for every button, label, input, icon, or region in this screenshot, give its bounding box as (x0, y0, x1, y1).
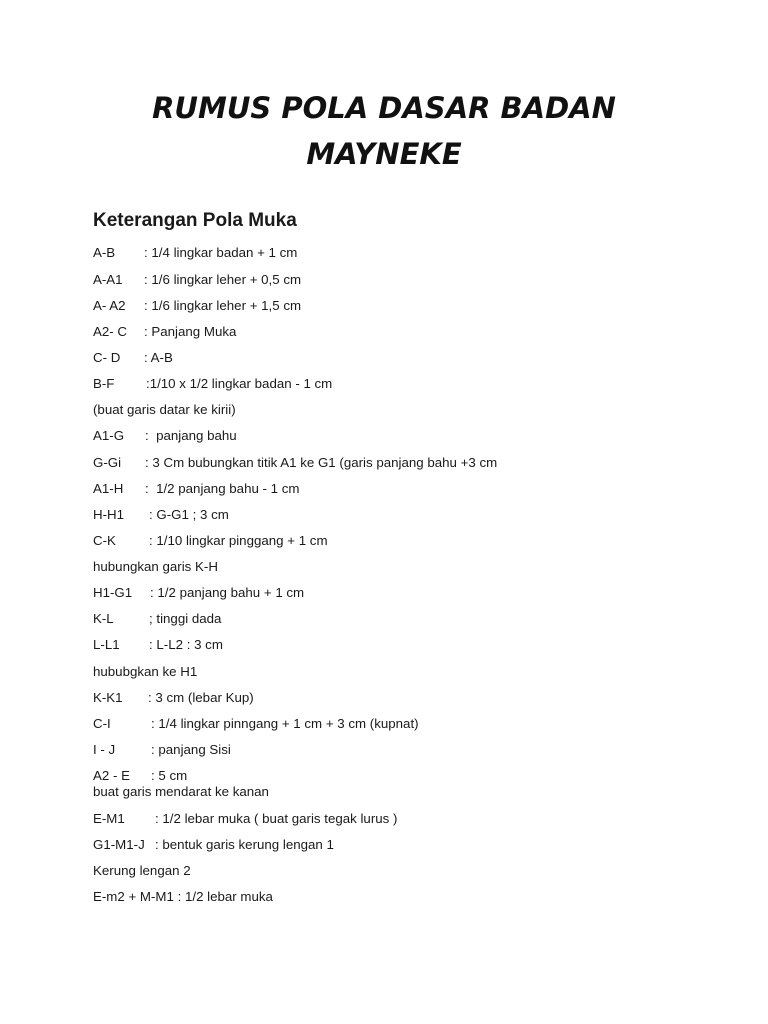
row-label: A-A1 (93, 272, 123, 287)
row-value: : 1/2 panjang bahu + 1 cm (150, 585, 305, 600)
row-label: H-H1 (93, 507, 125, 522)
formula-row-a2-e (93, 768, 188, 784)
formula-row-k-k1 (93, 690, 254, 706)
row-label: G-Gi (93, 455, 122, 470)
row-label: A1-H (93, 481, 124, 496)
row-label: A1-G (93, 428, 125, 443)
row-value: : Panjang Muka (144, 324, 237, 339)
formula-row-g1-m1-j (93, 837, 334, 853)
row-label: hububgkan ke H1 (93, 664, 198, 679)
row-label: hubungkan garis K-H (93, 559, 218, 574)
document-title-line-2: MAYNEKE (306, 137, 462, 171)
row-label: C- D (93, 350, 121, 365)
row-value: : A-B (144, 350, 173, 365)
row-label: C-I (93, 716, 111, 731)
formula-row-g-gi (93, 455, 498, 471)
row-label: A-B (93, 245, 116, 260)
row-value: : panjang bahu (145, 428, 237, 443)
row-label: L-L1 (93, 637, 120, 652)
row-label: buat garis mendarat ke kanan (93, 784, 269, 799)
note-row (93, 664, 197, 680)
row-value: : 1/6 lingkar leher + 1,5 cm (144, 298, 302, 313)
formula-row-i-j (93, 742, 231, 758)
row-value: : G-G1 ; 3 cm (149, 507, 229, 522)
row-label: B-F (93, 376, 115, 391)
row-label: E-M1 (93, 811, 125, 826)
row-value: : panjang Sisi (151, 742, 231, 757)
formula-row-h1-g1 (93, 585, 305, 601)
formula-row-l-l1 (93, 637, 223, 653)
row-value: : 3 cm (lebar Kup) (148, 690, 254, 705)
row-label: C-K (93, 533, 116, 548)
row-value: :1/10 x 1/2 lingkar badan - 1 cm (146, 376, 333, 391)
row-label: K-K1 (93, 690, 123, 705)
row-value: : 1/10 lingkar pinggang + 1 cm (149, 533, 328, 548)
formula-row-c-k (93, 533, 328, 549)
row-label: A2 - E (93, 768, 130, 783)
formula-row-e-m1 (93, 811, 398, 827)
formula-row-e-m2 (93, 889, 273, 905)
row-label: (buat garis datar ke kirii) (93, 402, 236, 417)
formula-row-a-a2 (93, 298, 302, 314)
formula-row-a-a1 (93, 272, 302, 288)
row-label: E-m2 + M-M1 : 1/2 lebar muka (93, 889, 273, 904)
note-row (93, 784, 269, 800)
formula-row-a1-h (93, 481, 300, 497)
row-value: : 5 cm (151, 768, 188, 783)
formula-row-a1-g (93, 428, 237, 444)
row-value: : 3 Cm bubungkan titik A1 ke G1 (garis panjang bahu +3 cm (145, 455, 498, 470)
row-label: A- A2 (93, 298, 126, 313)
row-value: : 1/2 panjang bahu - 1 cm (145, 481, 300, 496)
row-value: : 1/2 lebar muka ( buat garis tegak lurus ) (155, 811, 398, 826)
row-value: ; tinggi dada (149, 611, 222, 626)
row-label: K-L (93, 611, 114, 626)
formula-row-a-b (93, 245, 298, 261)
section-heading: Keterangan Pola Muka (93, 210, 297, 231)
formula-row-a2-c (93, 324, 237, 340)
formula-row-b-f (93, 376, 333, 392)
formula-row-k-l (93, 611, 222, 627)
note-row (93, 559, 218, 575)
row-label: I - J (93, 742, 116, 757)
row-value: : 1/4 lingkar pinngang + 1 cm + 3 cm (kupnat) (151, 716, 419, 731)
formula-row-h-h1 (93, 507, 229, 523)
row-label: A2- C (93, 324, 127, 339)
row-label: H1-G1 (93, 585, 133, 600)
formula-row-c-i (93, 716, 419, 732)
row-value: : L-L2 : 3 cm (149, 637, 223, 652)
formula-row-c-d (93, 350, 173, 366)
document-title-line-1: RUMUS POLA DASAR BADAN (152, 91, 616, 125)
row-value: : 1/6 lingkar leher + 0,5 cm (144, 272, 302, 287)
row-value: : bentuk garis kerung lengan 1 (155, 837, 334, 852)
row-value: : 1/4 lingkar badan + 1 cm (144, 245, 298, 260)
note-row (93, 402, 236, 418)
row-label: G1-M1-J (93, 837, 145, 852)
note-row (93, 863, 191, 879)
row-label: Kerung lengan 2 (93, 863, 191, 878)
